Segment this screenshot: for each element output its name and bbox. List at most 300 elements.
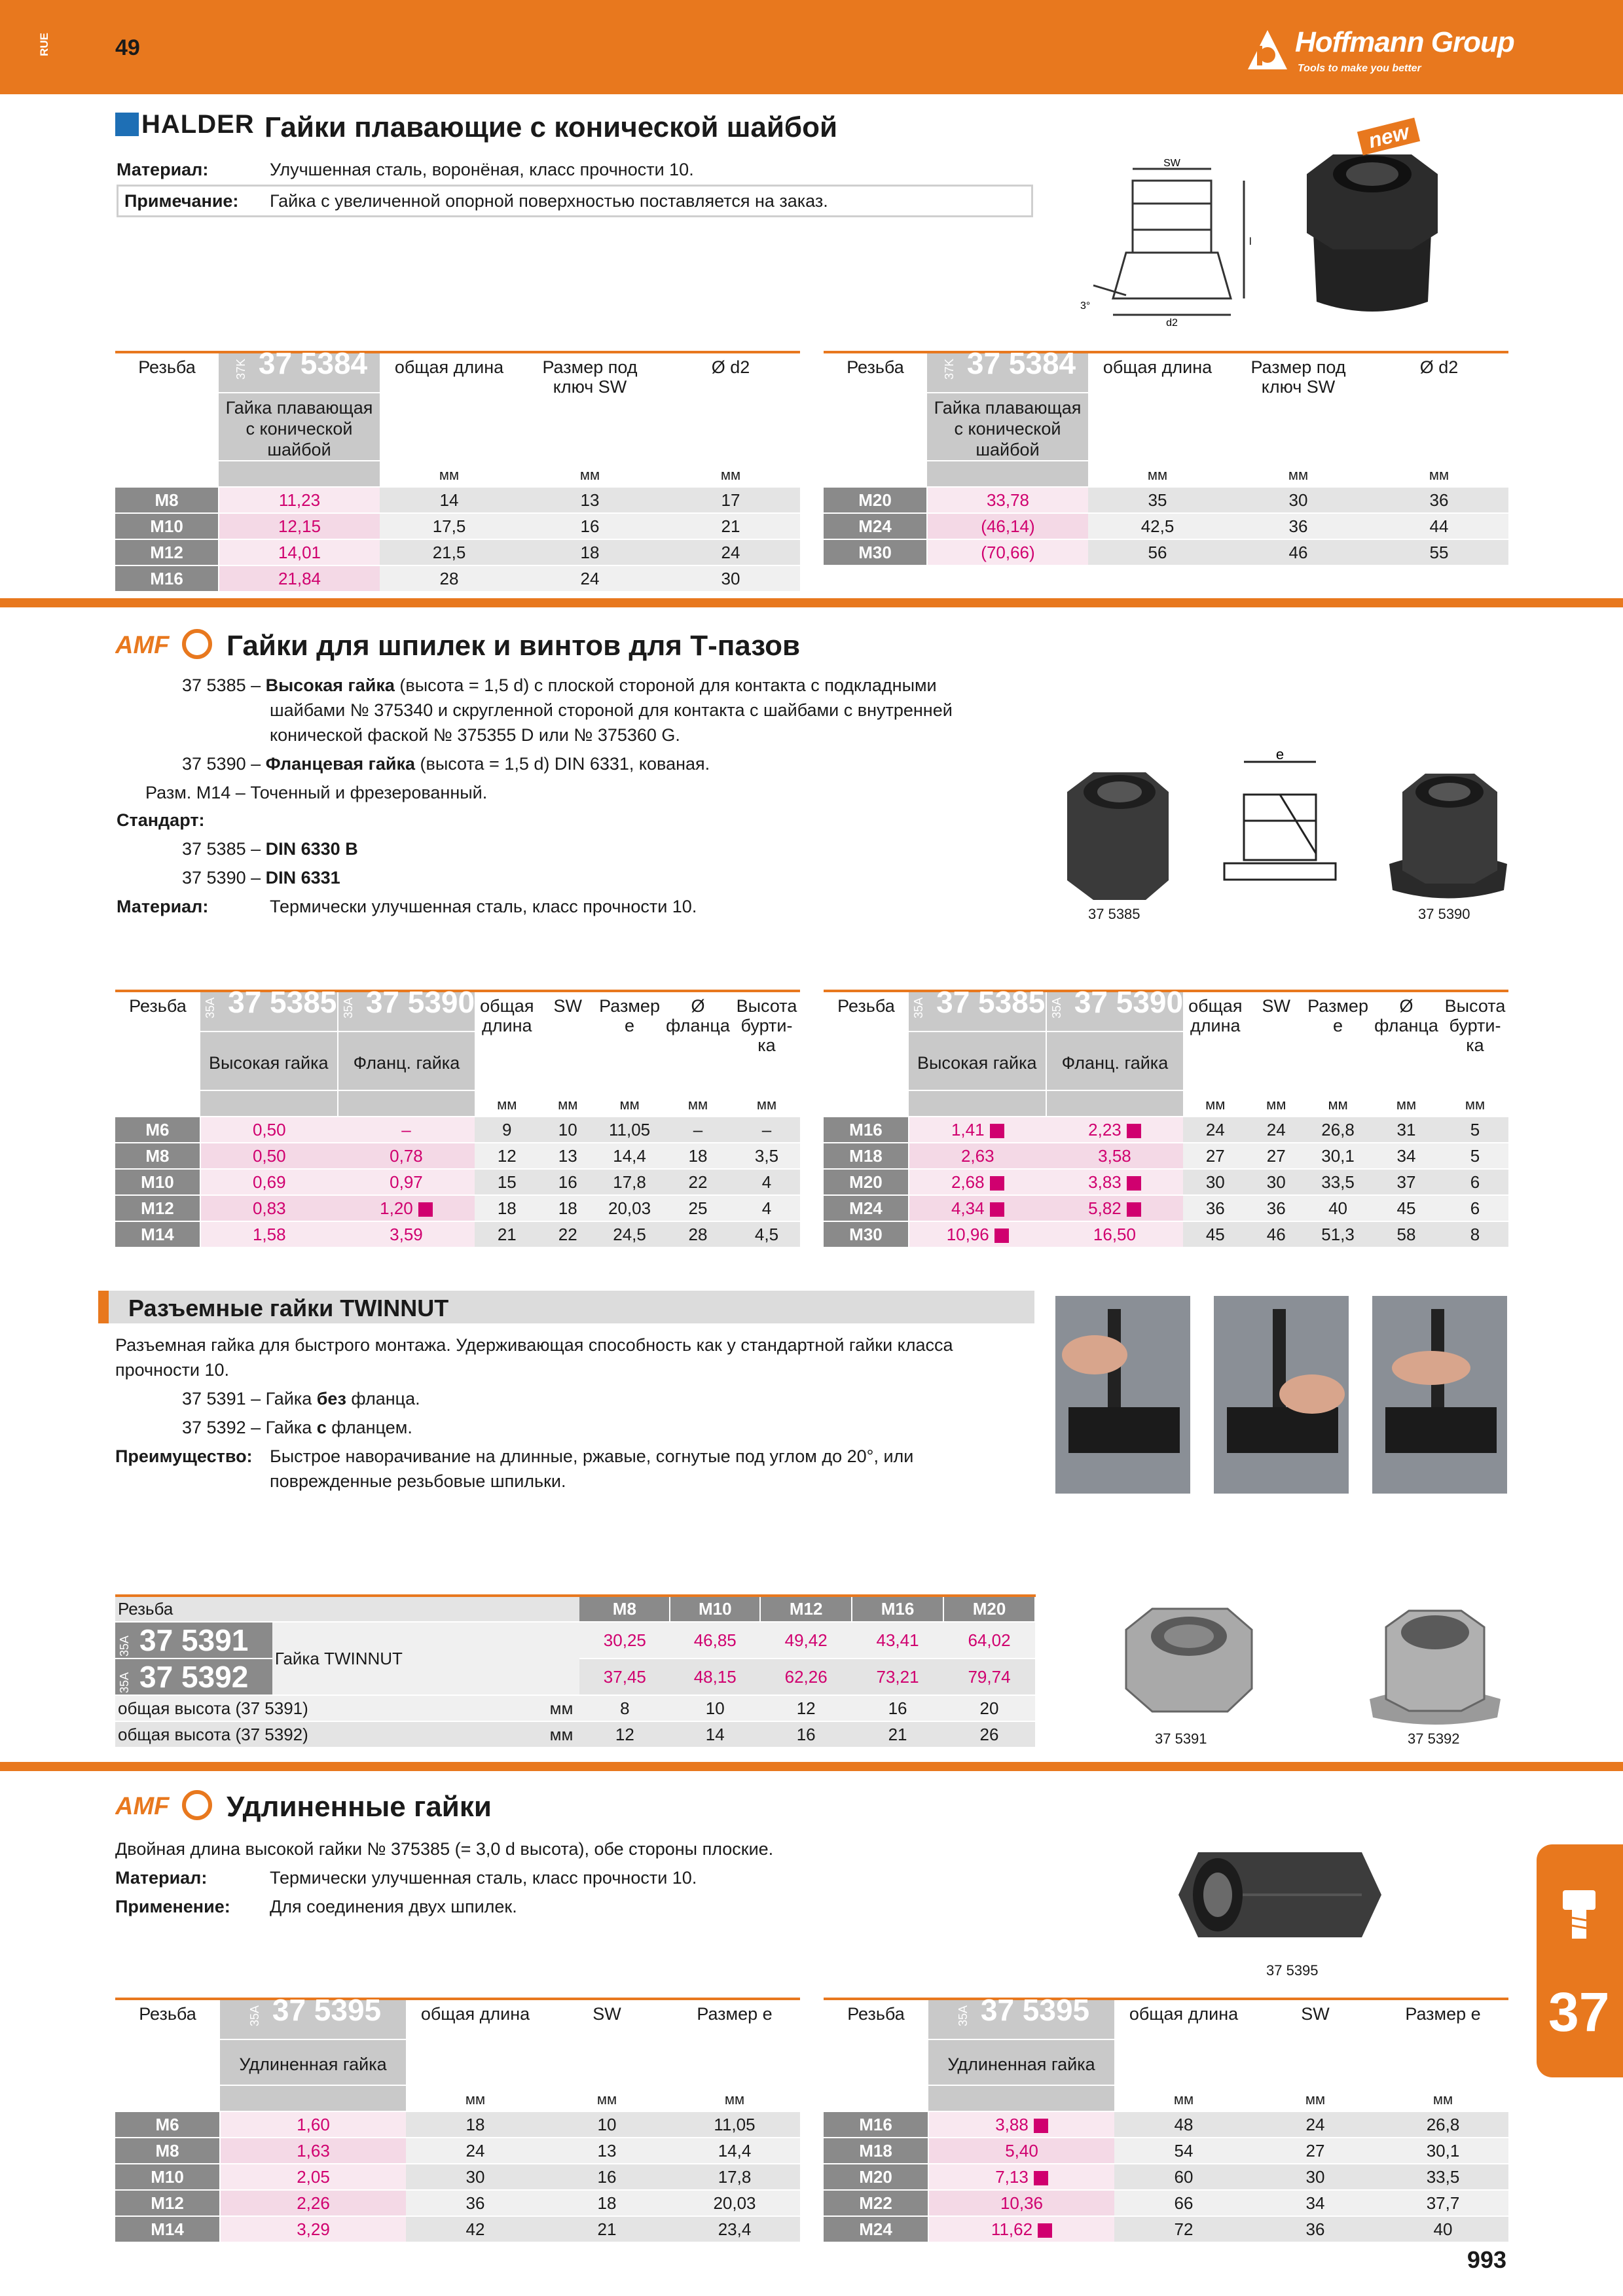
- table-cell: 18: [663, 1143, 733, 1169]
- unit-mm: мм: [519, 461, 661, 487]
- col-d2-header: Ø d2: [661, 352, 800, 461]
- desc-extended-nut: Удлиненная гайка: [220, 2039, 406, 2085]
- stock-marker-icon: [1034, 2119, 1048, 2133]
- table-cell: 36: [1227, 513, 1370, 539]
- thread-size: M20: [824, 487, 927, 513]
- thread-size: M8: [115, 2138, 220, 2164]
- table-twinnut: Резьба M8 M10 M12 M16 M20 35A 37 5391 Гайка TWINNUT 30,25 46,85 49,42 43,41 64,02 35A 37 5392 37,45 48,15 62,26 73,21 79,74 общая высота (37 5391) мм 8 10 12 16 20 общая высота (37 5392) мм 12 14 16 21 26: [115, 1594, 1036, 1748]
- price: 37,45: [579, 1659, 670, 1695]
- table-cell: 5: [1442, 1117, 1508, 1143]
- svg-text:AMF: AMF: [115, 1793, 170, 1820]
- desc-375385: 37 5385 – Высокая гайка (высота = 1,5 d) с плоской стороной для контакта с подкладными: [182, 675, 937, 695]
- table-375395-left: Резьба 35A 37 5395 общая длина SW Размер e Удлиненная гайка мм мм мм M6 1,60 18 10 11,05 M8 1,63 24 13 14,4 M10 2,05 30 16 17,8 M12 2,26 36 18 20,03 M14 3,29 42 21 23,4: [115, 1998, 800, 2243]
- thread-size: M8: [115, 1143, 200, 1169]
- table-cell: 28: [663, 1221, 733, 1247]
- table-cell: 18: [519, 539, 661, 565]
- height-375392-label: общая высота (37 5392): [118, 1724, 308, 1744]
- advantage-text-2: поврежденные резьбовые шпильки.: [270, 1471, 566, 1491]
- price: 16,50: [1046, 1221, 1184, 1247]
- table-cell: 6: [1442, 1169, 1508, 1195]
- table-cell: 30: [1183, 1169, 1247, 1195]
- price: 21,84: [219, 565, 380, 592]
- thread-m10: M10: [670, 1596, 760, 1622]
- table-cell: 35: [1088, 487, 1227, 513]
- nut-bolt-icon: [1556, 1884, 1602, 1943]
- article-description: Гайка плавающая с конической шайбой: [219, 393, 380, 461]
- price: 0,69: [200, 1169, 338, 1195]
- price: 0,97: [338, 1169, 475, 1195]
- material-label: Материал:: [117, 897, 209, 916]
- table-tslot-left: Резьба 35A 37 5385 35A 37 5390 общая длина SW Размер e Ø фланца Высота бурти-ка Высокая гайка Фланц. гайка мм мм мм мм мм M6 0,50 – 9 10 11,05 – – M8 0,50 0,78 12 13 14,4 18 3,5 M10 0,69 0,97 15 16 17,8 22 4 M12 0,83 1,20 18 18 20,03 25 4 M14 1,58 3,59 21 22 24,5 28 4,5: [115, 990, 800, 1248]
- table-row: [824, 2190, 1508, 2216]
- table-cell: 13: [545, 2138, 669, 2164]
- material-text: Улучшенная сталь, воронёная, класс прочности 10.: [270, 160, 694, 179]
- price: 43,41: [852, 1622, 943, 1659]
- table-cell: 54: [1114, 2138, 1253, 2164]
- price: 1,63: [220, 2138, 406, 2164]
- caption-375385: 37 5385: [1088, 906, 1140, 922]
- table-row: [115, 2138, 800, 2164]
- svg-text:AMF: AMF: [115, 632, 170, 659]
- price: 2,05: [220, 2164, 406, 2190]
- thread-size: M10: [115, 2164, 220, 2190]
- table-cell: 24: [1183, 1117, 1247, 1143]
- table-cell: 26,8: [1305, 1117, 1371, 1143]
- caption-375392: 37 5392: [1408, 1731, 1460, 1747]
- col-length-header: общая длина: [380, 352, 519, 461]
- table-cell: 27: [1253, 2138, 1377, 2164]
- price: 0,50: [200, 1117, 338, 1143]
- article-375391: 37 5391: [139, 1623, 249, 1657]
- twinnut-item-375391: 37 5391 – Гайка без фланца.: [182, 1389, 420, 1408]
- material-label: Материал:: [117, 160, 209, 179]
- table-row: [115, 565, 800, 592]
- stock-marker-icon: [1127, 1176, 1141, 1191]
- table-row: [115, 539, 800, 565]
- table-375395-right: Резьба 35A 37 5395 общая длина SW Размер e Удлиненная гайка мм мм мм M16 3,88 48 24 26,8 M18 5,40 54 27 30,1 M20 7,13 60 30 33,5 M22 10,36 66 34 37,7 M24 11,62 72 36 40: [824, 1998, 1508, 2243]
- price: 11,62: [928, 2216, 1114, 2242]
- price: 79,74: [943, 1659, 1035, 1695]
- thread-size: M16: [115, 565, 219, 592]
- table-cell: 17,8: [596, 1169, 663, 1195]
- table-row: [115, 2111, 800, 2138]
- twinnut-375392-photo: [1363, 1601, 1507, 1732]
- table-cell: 40: [1377, 2216, 1508, 2242]
- table-cell: –: [733, 1117, 800, 1143]
- article-375395: 37 5395: [272, 1993, 382, 2027]
- table-375384-right: [824, 346, 1508, 566]
- section-divider: [0, 1762, 1623, 1771]
- extended-nut-photo: [1172, 1833, 1388, 1957]
- table-cell: 24,5: [596, 1221, 663, 1247]
- article-375385: 37 5385: [936, 985, 1046, 1019]
- table-row: [824, 2216, 1508, 2242]
- col-e-header: Размер e: [596, 991, 663, 1090]
- price: 2,68: [909, 1169, 1046, 1195]
- price: 2,26: [220, 2190, 406, 2216]
- col-thread-header: Резьба: [115, 352, 219, 461]
- desc-high-nut: Высокая гайка: [200, 1031, 338, 1090]
- high-nut-photo: [1054, 766, 1178, 903]
- caption-375391: 37 5391: [1155, 1731, 1207, 1747]
- material-text: Термически улучшенная сталь, класс прочности 10.: [270, 1868, 697, 1888]
- table-cell: 11,05: [669, 2111, 800, 2138]
- application-text: Для соединения двух шпилек.: [270, 1897, 517, 1916]
- price: 5,40: [928, 2138, 1114, 2164]
- table-cell: 22: [539, 1221, 596, 1247]
- table-row: [824, 539, 1508, 565]
- table-cell: 18: [475, 1195, 539, 1221]
- table-cell: 45: [1371, 1195, 1442, 1221]
- table-cell: 36: [406, 2190, 545, 2216]
- article-number: 37 5384: [966, 346, 1076, 380]
- table-cell: 36: [1247, 1195, 1305, 1221]
- amf-logo-icon: [115, 1789, 213, 1822]
- language-code: RUE: [38, 33, 50, 56]
- thread-m16: M16: [852, 1596, 943, 1622]
- table-cell: 16: [539, 1169, 596, 1195]
- dim-l-label: l: [1249, 236, 1252, 247]
- table-cell: 58: [1371, 1221, 1442, 1247]
- article-375390: 37 5390: [365, 985, 475, 1019]
- price: 11,23: [219, 487, 380, 513]
- table-cell: 30: [1227, 487, 1370, 513]
- floating-nut-drawing: [1074, 154, 1283, 331]
- price: 1,41: [909, 1117, 1046, 1143]
- article-description: Гайка плавающая с конической шайбой: [927, 393, 1088, 461]
- thread-size: M14: [115, 1221, 200, 1247]
- col-thread-header: Резьба: [824, 991, 909, 1090]
- table-cell: 24: [1247, 1117, 1305, 1143]
- thread-m12: M12: [760, 1596, 852, 1622]
- price: 0,83: [200, 1195, 338, 1221]
- table-row: [824, 1195, 1508, 1221]
- page-number-top: 49: [115, 35, 140, 60]
- price: 3,88: [928, 2111, 1114, 2138]
- table-cell: 42,5: [1088, 513, 1227, 539]
- table-cell: 25: [663, 1195, 733, 1221]
- stock-marker-icon: [1038, 2223, 1052, 2238]
- col-sw-header: SW: [539, 991, 596, 1090]
- price: 1,20: [338, 1195, 475, 1221]
- price: (70,66): [927, 539, 1088, 565]
- table-cell: 60: [1114, 2164, 1253, 2190]
- table-cell: 30: [1253, 2164, 1377, 2190]
- thread-size: M16: [824, 2111, 928, 2138]
- section-title-extended-nuts: Удлиненные гайки: [227, 1791, 492, 1823]
- price: 73,21: [852, 1659, 943, 1695]
- price: 64,02: [943, 1622, 1035, 1659]
- price: 62,26: [760, 1659, 852, 1695]
- article-375392: 37 5392: [139, 1660, 249, 1694]
- table-cell: 23,4: [669, 2216, 800, 2242]
- table-cell: 30,1: [1305, 1143, 1371, 1169]
- table-cell: 24: [1253, 2111, 1377, 2138]
- table-cell: 31: [1371, 1117, 1442, 1143]
- application-label: Применение:: [115, 1897, 230, 1916]
- article-375385: 37 5385: [228, 985, 337, 1019]
- table-cell: 9: [475, 1117, 539, 1143]
- col-thread-header: Резьба: [115, 991, 200, 1090]
- twinnut-item-375392: 37 5392 – Гайка с фланцем.: [182, 1418, 412, 1437]
- advantage-label: Преимущество:: [115, 1446, 253, 1466]
- table-cell: 46: [1247, 1221, 1305, 1247]
- brand-name: Hoffmann Group: [1295, 26, 1514, 58]
- table-cell: 6: [1442, 1195, 1508, 1221]
- table-cell: 5: [1442, 1143, 1508, 1169]
- thread-size: M8: [115, 487, 219, 513]
- amf-logo-icon: [115, 628, 213, 661]
- twinnut-usage-photo-1: [1055, 1296, 1190, 1494]
- table-cell: 15: [475, 1169, 539, 1195]
- table-cell: 37,7: [1377, 2190, 1508, 2216]
- stock-marker-icon: [994, 1229, 1009, 1243]
- table-cell: 30: [1247, 1169, 1305, 1195]
- col-sw-header: SW: [545, 1999, 669, 2085]
- desc-line-3: конической фаской № 375355 D или № 375360 G.: [270, 725, 680, 745]
- unit-mm: мм: [1370, 461, 1508, 487]
- table-row: [824, 1117, 1508, 1143]
- price: 1,58: [200, 1221, 338, 1247]
- twinnut-desc-2: прочности 10.: [115, 1360, 230, 1380]
- table-cell: 21: [545, 2216, 669, 2242]
- thread-size: M12: [115, 1195, 200, 1221]
- col-sw-header: Размер под ключ SW: [519, 352, 661, 461]
- price: 49,42: [760, 1622, 852, 1659]
- dim-sw-label: SW: [1163, 158, 1180, 169]
- stock-marker-icon: [1127, 1202, 1141, 1217]
- stock-marker-icon: [990, 1202, 1004, 1217]
- thread-size: M20: [824, 1169, 909, 1195]
- table-cell: 36: [1253, 2216, 1377, 2242]
- chapter-number: 37: [1548, 1981, 1610, 2043]
- table-cell: 33,5: [1305, 1169, 1371, 1195]
- thread-size: M10: [115, 513, 219, 539]
- table-row: [115, 1195, 800, 1221]
- caption-375390: 37 5390: [1418, 906, 1470, 922]
- table-cell: 42: [406, 2216, 545, 2242]
- hoffmann-logo-icon: [1244, 26, 1291, 73]
- price: 1,60: [220, 2111, 406, 2138]
- table-cell: –: [663, 1117, 733, 1143]
- section-title-floating-nuts: Гайки плавающие с конической шайбой: [264, 111, 837, 143]
- dim-angle-label: 3°: [1080, 300, 1091, 312]
- price: 12,15: [219, 513, 380, 539]
- table-cell: 10: [545, 2111, 669, 2138]
- table-cell: 24: [406, 2138, 545, 2164]
- table-cell: 17,8: [669, 2164, 800, 2190]
- table-cell: 20,03: [596, 1195, 663, 1221]
- price: 48,15: [670, 1659, 760, 1695]
- subsection-twinnut: [98, 1291, 1034, 1323]
- table-row: [824, 1221, 1508, 1247]
- table-cell: 30: [406, 2164, 545, 2190]
- table-row: [824, 513, 1508, 539]
- price: 3,29: [220, 2216, 406, 2242]
- table-cell: 22: [663, 1169, 733, 1195]
- table-cell: 33,5: [1377, 2164, 1508, 2190]
- dim-e-label: e: [1275, 749, 1285, 762]
- unit-mm: мм: [549, 1724, 574, 1744]
- article-prefix: 37K: [234, 358, 247, 380]
- table-cell: 40: [1305, 1195, 1371, 1221]
- thread-size: M24: [824, 1195, 909, 1221]
- col-length-header: общая длина: [1088, 352, 1227, 461]
- price: 5,82: [1046, 1195, 1184, 1221]
- thread-size: M14: [115, 2216, 220, 2242]
- table-cell: 46: [1227, 539, 1370, 565]
- table-row: [115, 513, 800, 539]
- table-row: [115, 1143, 800, 1169]
- table-cell: 14,4: [669, 2138, 800, 2164]
- table-cell: 21: [661, 513, 800, 539]
- twinnut-desc-1: Разъемная гайка для быстрого монтажа. Удерживающая способность как у стандартной гайки класса: [115, 1335, 953, 1355]
- stock-marker-icon: [1127, 1124, 1141, 1138]
- thread-size: M6: [115, 2111, 220, 2138]
- unit-mm: мм: [1088, 461, 1227, 487]
- thread-size: M22: [824, 2190, 928, 2216]
- table-cell: 72: [1114, 2216, 1253, 2242]
- thread-size: M12: [115, 2190, 220, 2216]
- price: 3,58: [1046, 1143, 1184, 1169]
- table-cell: 21: [475, 1221, 539, 1247]
- flange-nut-drawing: [1218, 749, 1342, 886]
- table-cell: 4: [733, 1169, 800, 1195]
- table-cell: 37: [1371, 1169, 1442, 1195]
- thread-size: M12: [115, 539, 219, 565]
- table-row: [824, 487, 1508, 513]
- table-row: [824, 2164, 1508, 2190]
- section-title-tslot-nuts: Гайки для шпилек и винтов для Т-пазов: [227, 630, 801, 662]
- thread-size: M6: [115, 1117, 200, 1143]
- thread-size: M18: [824, 2138, 928, 2164]
- table-cell: 18: [539, 1195, 596, 1221]
- col-thread-header: Резьба: [115, 1596, 579, 1622]
- table-row: [115, 1169, 800, 1195]
- standard-375390: 37 5390 – DIN 6331: [182, 868, 340, 888]
- table-cell: 30,1: [1377, 2138, 1508, 2164]
- stock-marker-icon: [990, 1124, 1004, 1138]
- price: 3,59: [338, 1221, 475, 1247]
- article-375390: 37 5390: [1074, 985, 1184, 1019]
- thread-m8: M8: [579, 1596, 670, 1622]
- hoffmann-logo: [1244, 22, 1519, 81]
- unit-mm: мм: [1227, 461, 1370, 487]
- thread-m20: M20: [943, 1596, 1035, 1622]
- halder-brand: HALDER: [141, 110, 255, 139]
- table-cell: 18: [545, 2190, 669, 2216]
- table-cell: 10: [539, 1117, 596, 1143]
- price: 0,78: [338, 1143, 475, 1169]
- stock-marker-icon: [990, 1176, 1004, 1191]
- desc-m14: Разм. M14 – Точенный и фрезерованный.: [145, 783, 488, 802]
- table-cell: 34: [1371, 1143, 1442, 1169]
- col-flange-header: Ø фланца: [663, 991, 733, 1090]
- flange-nut-photo: [1383, 766, 1514, 903]
- table-cell: 14,4: [596, 1143, 663, 1169]
- price: 4,34: [909, 1195, 1046, 1221]
- brand-tagline: Tools to make you better: [1298, 63, 1421, 74]
- desc-line-2: шайбами № 375340 и скругленной стороной для контакта с шайбами с внутренней: [270, 700, 953, 720]
- unit-mm: мм: [661, 461, 800, 487]
- table-row: [824, 2111, 1508, 2138]
- standard-375385: 37 5385 – DIN 6330 B: [182, 839, 358, 859]
- table-cell: 48: [1114, 2111, 1253, 2138]
- col-d2-header: Ø d2: [1370, 352, 1508, 461]
- thread-size: M24: [824, 513, 927, 539]
- page-number: 993: [1467, 2246, 1506, 2273]
- floating-nut-photo: [1294, 135, 1451, 325]
- halder-logo-icon: [115, 113, 139, 136]
- table-cell: 56: [1088, 539, 1227, 565]
- price: 14,01: [219, 539, 380, 565]
- table-cell: 30: [661, 565, 800, 592]
- note-text: Гайка с увеличенной опорной поверхностью поставляется на заказ.: [270, 191, 828, 211]
- subsection-title: Разъемные гайки TWINNUT: [128, 1295, 449, 1321]
- table-cell: 18: [406, 2111, 545, 2138]
- table-row: [824, 1143, 1508, 1169]
- table-cell: 27: [1247, 1143, 1305, 1169]
- table-cell: 27: [1183, 1143, 1247, 1169]
- table-cell: 34: [1253, 2190, 1377, 2216]
- table-cell: 55: [1370, 539, 1508, 565]
- price: 33,78: [927, 487, 1088, 513]
- col-thread-header: Резьба: [824, 352, 927, 461]
- table-cell: 45: [1183, 1221, 1247, 1247]
- table-cell: 66: [1114, 2190, 1253, 2216]
- advantage-text-1: Быстрое наворачивание на длинные, ржавые, согнутые под углом до 20°, или: [270, 1446, 914, 1466]
- table-row: [115, 1117, 800, 1143]
- note-label: Примечание:: [124, 191, 239, 211]
- thread-size: M20: [824, 2164, 928, 2190]
- standard-label: Стандарт:: [117, 810, 205, 830]
- table-cell: 36: [1370, 487, 1508, 513]
- table-cell: 4,5: [733, 1221, 800, 1247]
- table-row: [115, 1221, 800, 1247]
- price: 7,13: [928, 2164, 1114, 2190]
- chapter-tab[interactable]: [1537, 1844, 1623, 2077]
- price: 3,83: [1046, 1169, 1184, 1195]
- stock-marker-icon: [1034, 2171, 1048, 2185]
- table-cell: 44: [1370, 513, 1508, 539]
- price: 10,96: [909, 1221, 1046, 1247]
- extended-desc: Двойная длина высокой гайки № 375385 (= 3,0 d высота), обе стороны плоские.: [115, 1839, 774, 1859]
- twinnut-usage-photo-2: [1214, 1296, 1349, 1494]
- table-cell: 17: [661, 487, 800, 513]
- dim-d2-label: d2: [1166, 317, 1178, 329]
- section-divider: [0, 598, 1623, 607]
- unit-mm: мм: [549, 1698, 574, 1718]
- price: (46,14): [927, 513, 1088, 539]
- table-cell: 16: [519, 513, 661, 539]
- table-row: [115, 2216, 800, 2242]
- col-sw-header: Размер под ключ SW: [1227, 352, 1370, 461]
- table-cell: 13: [539, 1143, 596, 1169]
- table-cell: 51,3: [1305, 1221, 1371, 1247]
- twinnut-usage-photo-3: [1372, 1296, 1507, 1494]
- price: 10,36: [928, 2190, 1114, 2216]
- col-length-header: общая длина: [475, 991, 539, 1090]
- table-cell: 14: [380, 487, 519, 513]
- thread-size: M18: [824, 1143, 909, 1169]
- thread-size: M16: [824, 1117, 909, 1143]
- price: 46,85: [670, 1622, 760, 1659]
- unit-mm: мм: [380, 461, 519, 487]
- table-row: [824, 1169, 1508, 1195]
- price: 0,50: [200, 1143, 338, 1169]
- table-row: [115, 2164, 800, 2190]
- material-label: Материал:: [115, 1868, 208, 1888]
